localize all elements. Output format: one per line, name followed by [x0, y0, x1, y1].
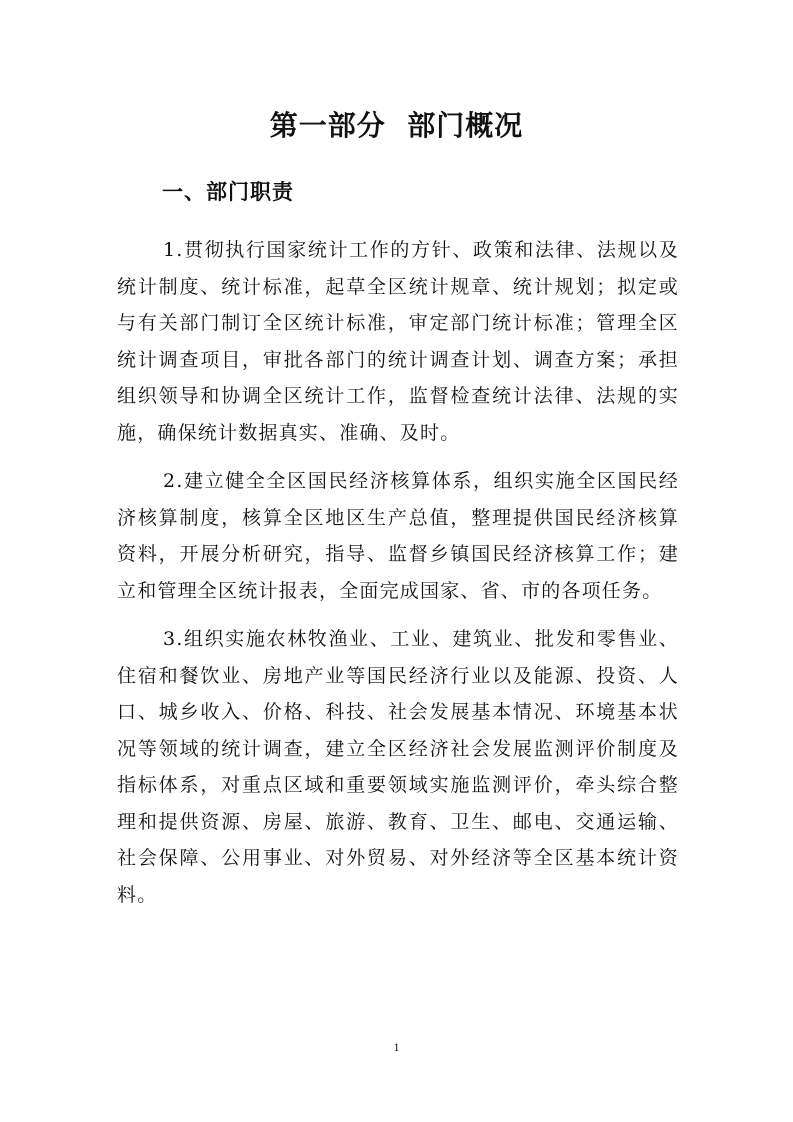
paragraph-2: 2.建立健全全区国民经济核算体系，组织实施全区国民经济核算制度，核算全区地区生产总值，整理提供国民经济核算资料，开展分析研究，指导、监督乡镇国民经济核算工作；建立和管理全区统计报表，全面完成国家、省、市的各项任务。 — [117, 470, 679, 602]
page-number: 1 — [393, 1040, 400, 1054]
page-title: 第一部分 部门概况 — [269, 109, 524, 142]
body-text — [117, 232, 679, 925]
section-heading: 一、部门职责 — [162, 180, 294, 204]
paragraph-1: 1.贯彻执行国家统计工作的方针、政策和法律、法规以及统计制度、统计标准，起草全区统计规章、统计规划；拟定或与有关部门制订全区统计标准，审定部门统计标准；管理全区统计调查项目，审批各部门的统计调查计划、调查方案；承担组织领导和协调全区统计工作，监督检查统计法律、法规的实施，确保统计数据真实、准确、及时。 — [117, 239, 679, 444]
paragraph-3: 3.组织实施农林牧渔业、工业、建筑业、批发和零售业、住宿和餐饮业、房地产业等国民经济行业以及能源、投资、人口、城乡收入、价格、科技、社会发展基本情况、环境基本状况等领域的统计调查，建立全区经济社会发展监测评价制度及指标体系，对重点区域和重要领域实施监测评价，牵头综合整理和提供资源、房屋、旅游、教育、卫生、邮电、交通运输、社会保障、公用事业、对外贸易、对外经济等全区基本统计资料。 — [117, 628, 679, 906]
